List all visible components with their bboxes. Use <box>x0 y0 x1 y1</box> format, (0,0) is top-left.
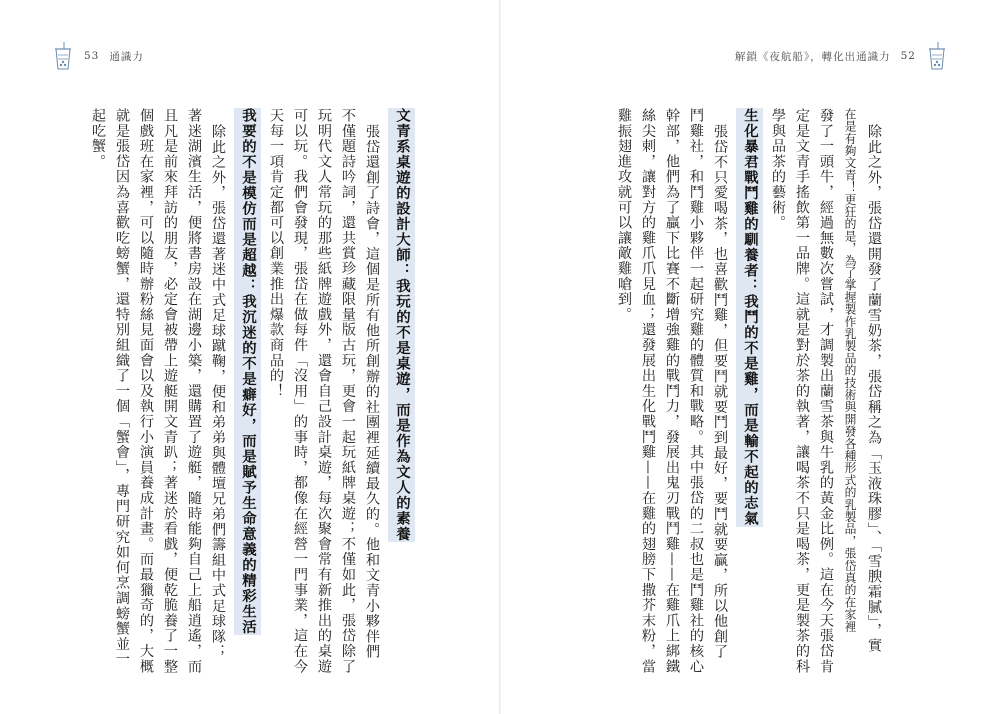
right-column-9: 在是有夠文青！更狂的是，為了掌握製作乳製品的技術與開發各種形式的乳製品，張岱真的在家裡 <box>843 108 857 633</box>
right-column-4: 鬥雞社，和鬥雞小夥伴一起研究雞的體質和戰略。其中張岱的二叔也是鬥雞社的核心 <box>688 108 704 675</box>
right-section-heading: 生化暴君戰鬥雞的馴養者：我鬥的不是雞，而是輸不起的志氣 <box>736 108 763 527</box>
right-column-6: 學與品茶的藝術。 <box>770 108 786 231</box>
left-running-title: 通識力 <box>109 50 144 63</box>
left-page-number: 53 <box>84 50 100 62</box>
right-column-1: 雞振翅進攻就可以讓敵雞嗆到。 <box>616 108 632 323</box>
left-section-heading-2: 我要的不是模仿而是超越：我沉迷的不是癖好，而是賦予生命意義的精彩生活 <box>234 108 261 635</box>
left-column-9: 玩明代文人常玩的那些紙牌遊戲外，還會自己設計桌遊，每次聚會常有新推出的桌遊 <box>316 108 332 675</box>
left-column-2: 就是張岱因為喜歡吃螃蟹，還特別組織了一個「蟹會」，專門研究如何烹調螃蟹並一 <box>114 108 130 667</box>
left-column-11: 張岱還創了詩會，這個是所有他所創辦的社團裡延續最久的。他和文青小夥伴們 <box>364 124 380 660</box>
left-column-4: 且凡是前來拜訪的朋友，必定會被帶上遊艇開文青趴；著迷於看戲，便乾脆養了一整 <box>162 108 178 675</box>
left-column-7: 天每一項肯定都可以創業推出爆款商品的！ <box>268 108 284 399</box>
right-column-8: 發了一頭牛，經過無數次嘗試，才調製出蘭雪茶與牛乳的黃金比例。這在今天張岱肯 <box>818 108 834 675</box>
left-running-head <box>52 46 144 66</box>
left-column-1: 起吃蟹。 <box>90 108 106 170</box>
left-column-5: 著迷湖濱生活，便將書房設在湖邊小築，還購置了遊艇，隨時能夠自己上船逍遙，而 <box>186 108 202 675</box>
right-column-3: 幹部，他們為了贏下比賽不斷增強雞的戰鬥力，發展出鬼刃戰鬥雞——在雞爪上綁鐵 <box>664 108 680 675</box>
right-running-title: 解鎖《夜航船》，轉化出通識力 <box>734 50 891 63</box>
right-running-head <box>735 46 948 66</box>
left-section-heading-1: 文青系桌遊的設計大師：我玩的不是桌遊，而是作為文人的素養 <box>388 108 415 542</box>
left-column-6: 除此之外，張岱還著迷中式足球蹴鞠，便和弟弟與體壇兄弟們籌組中式足球隊； <box>210 124 226 660</box>
right-column-7: 定是文青手搖飲第一品牌。這就是對於茶的執著，讓喝茶不只是喝茶，更是製茶的科 <box>794 108 810 675</box>
right-column-2: 絲尖刺，讓對方的雞爪爪見血；還發展出生化戰鬥雞——在雞的翅膀下撒芥末粉，當 <box>640 108 656 675</box>
left-column-3: 個戲班在家裡，可以隨時辦粉絲見面會以及執行小演員養成計畫。而最獵奇的，大概 <box>138 108 154 675</box>
right-column-10: 除此之外，張岱還開發了蘭雪奶茶，張岱稱之為「玉液珠膠」、「雪腴霜膩」，實 <box>866 124 882 654</box>
left-column-8: 可以玩。我們會發現，張岱在做每件「沒用」的事時，都像在經營一門事業，這在今 <box>292 108 308 675</box>
bubble-tea-cup-icon <box>926 41 948 71</box>
left-column-10: 不僅題詩吟詞，還共賞珍藏限量版古玩，更會一起玩紙牌桌遊；不僅如此，張岱除了 <box>340 108 356 675</box>
right-page-number: 52 <box>900 50 916 62</box>
bubble-tea-cup-icon <box>52 41 74 71</box>
page-gutter <box>499 0 501 714</box>
right-column-5: 張岱不只愛喝茶，也喜歡鬥雞，但要鬥就要鬥到最好，要鬥就要贏，所以他創了 <box>712 124 728 660</box>
